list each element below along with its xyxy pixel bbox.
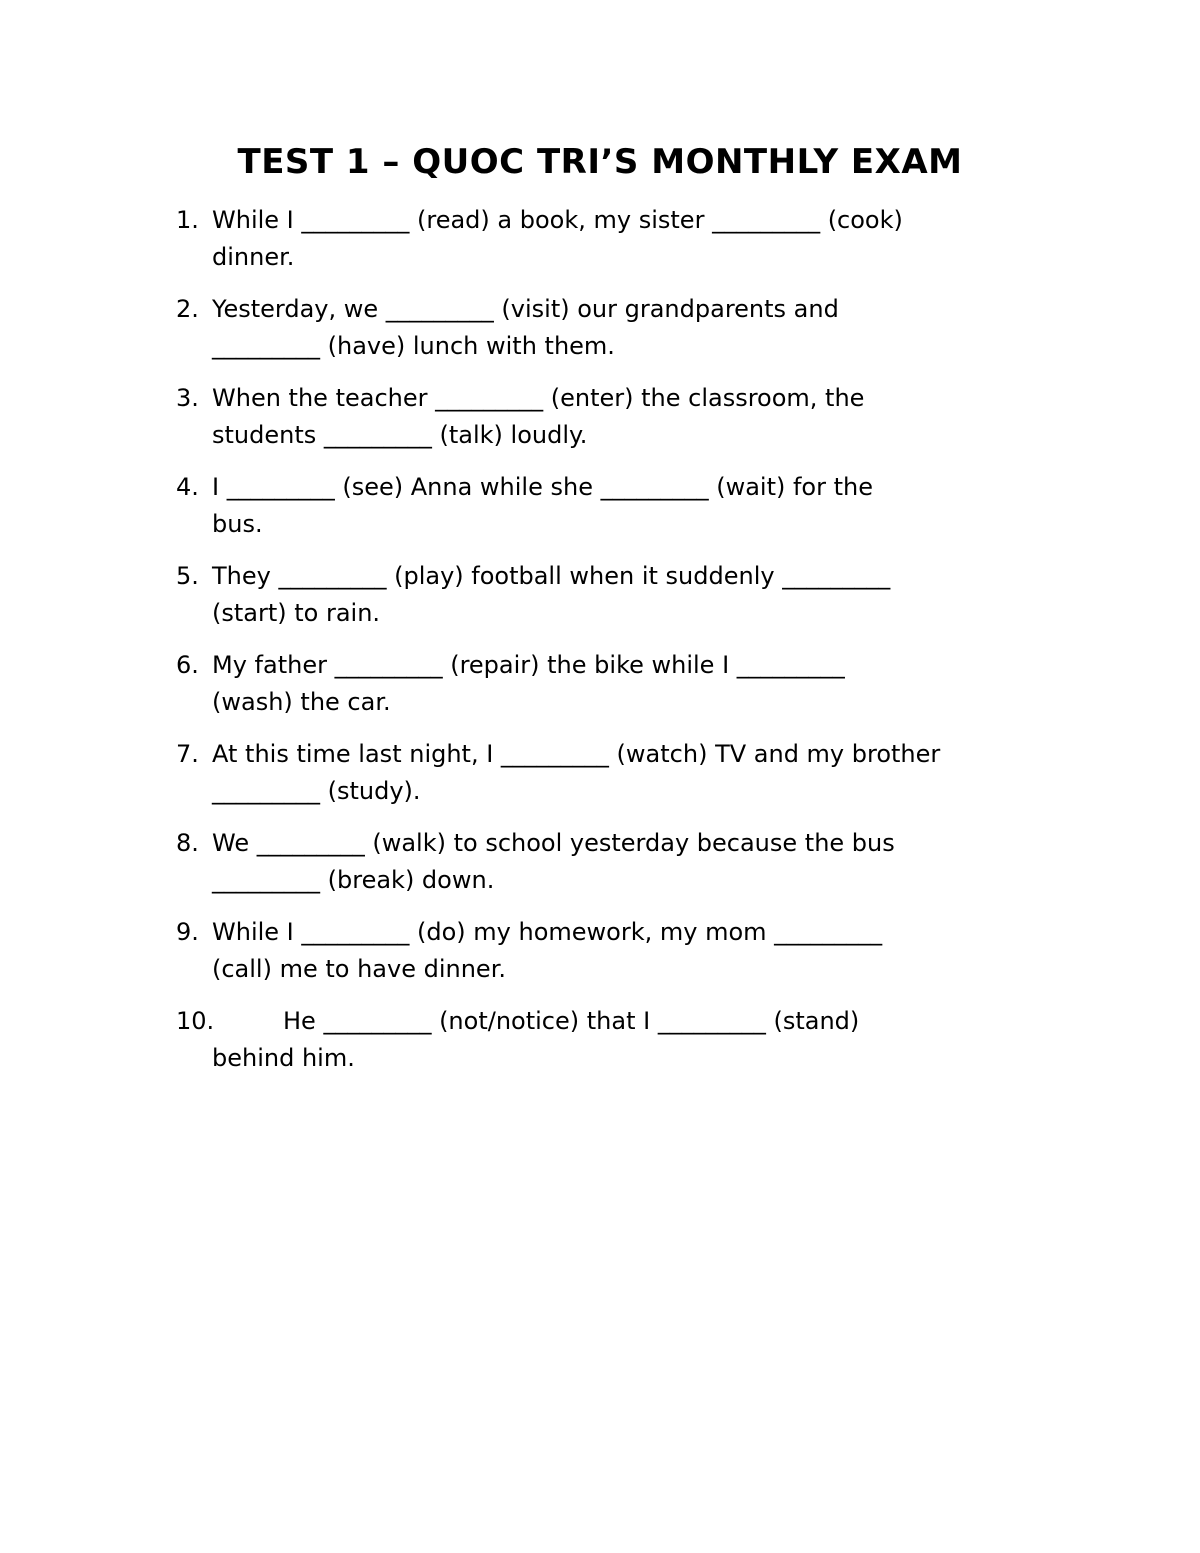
question-list [176, 202, 1076, 1092]
question-number: 6. [176, 651, 199, 679]
question-text-line1: They _________ (play) football when it suddenly _________ [212, 562, 891, 590]
question-text-line1: My father _________ (repair) the bike while I _________ [212, 651, 845, 679]
question-text-line2: (start) to rain. [212, 599, 381, 627]
question-number: 7. [176, 740, 199, 768]
question-number: 2. [176, 295, 199, 323]
question-item [176, 647, 1076, 721]
question-text-line2: _________ (break) down. [212, 866, 495, 894]
question-text-line1: While I _________ (read) a book, my sister _________ (cook) [212, 206, 903, 234]
question-text-line2: dinner. [212, 243, 295, 271]
question-text-line2: _________ (study). [212, 777, 421, 805]
question-item [176, 1003, 1076, 1077]
question-text-line2: behind him. [212, 1044, 355, 1072]
page-title: TEST 1 – QUOC TRI’S MONTHLY EXAM [237, 142, 963, 182]
question-text-line1: I _________ (see) Anna while she _________ (wait) for the [212, 473, 873, 501]
question-number: 5. [176, 562, 199, 590]
question-text-line1: Yesterday, we _________ (visit) our grandparents and [212, 295, 839, 323]
question-item [176, 825, 1076, 899]
question-item [176, 291, 1076, 365]
question-number: 4. [176, 473, 199, 501]
question-number: 1. [176, 206, 199, 234]
question-item [176, 736, 1076, 810]
question-number: 10. [176, 1007, 215, 1035]
question-item [176, 380, 1076, 454]
question-item [176, 469, 1076, 543]
question-text-line1: We _________ (walk) to school yesterday because the bus [212, 829, 895, 857]
question-item [176, 202, 1076, 276]
question-item [176, 558, 1076, 632]
question-number: 8. [176, 829, 199, 857]
question-number: 3. [176, 384, 199, 412]
question-text-line1: He _________ (not/notice) that I _________ (stand) [283, 1007, 860, 1035]
question-text-line2: (call) me to have dinner. [212, 955, 506, 983]
question-number: 9. [176, 918, 199, 946]
question-text-line1: When the teacher _________ (enter) the classroom, the [212, 384, 865, 412]
question-text-line1: While I _________ (do) my homework, my mom _________ [212, 918, 883, 946]
question-item [176, 914, 1076, 988]
question-text-line2: bus. [212, 510, 263, 538]
question-text-line2: students _________ (talk) loudly. [212, 421, 588, 449]
question-text-line2: _________ (have) lunch with them. [212, 332, 615, 360]
question-text-line1: At this time last night, I _________ (watch) TV and my brother [212, 740, 941, 768]
question-text-line2: (wash) the car. [212, 688, 391, 716]
